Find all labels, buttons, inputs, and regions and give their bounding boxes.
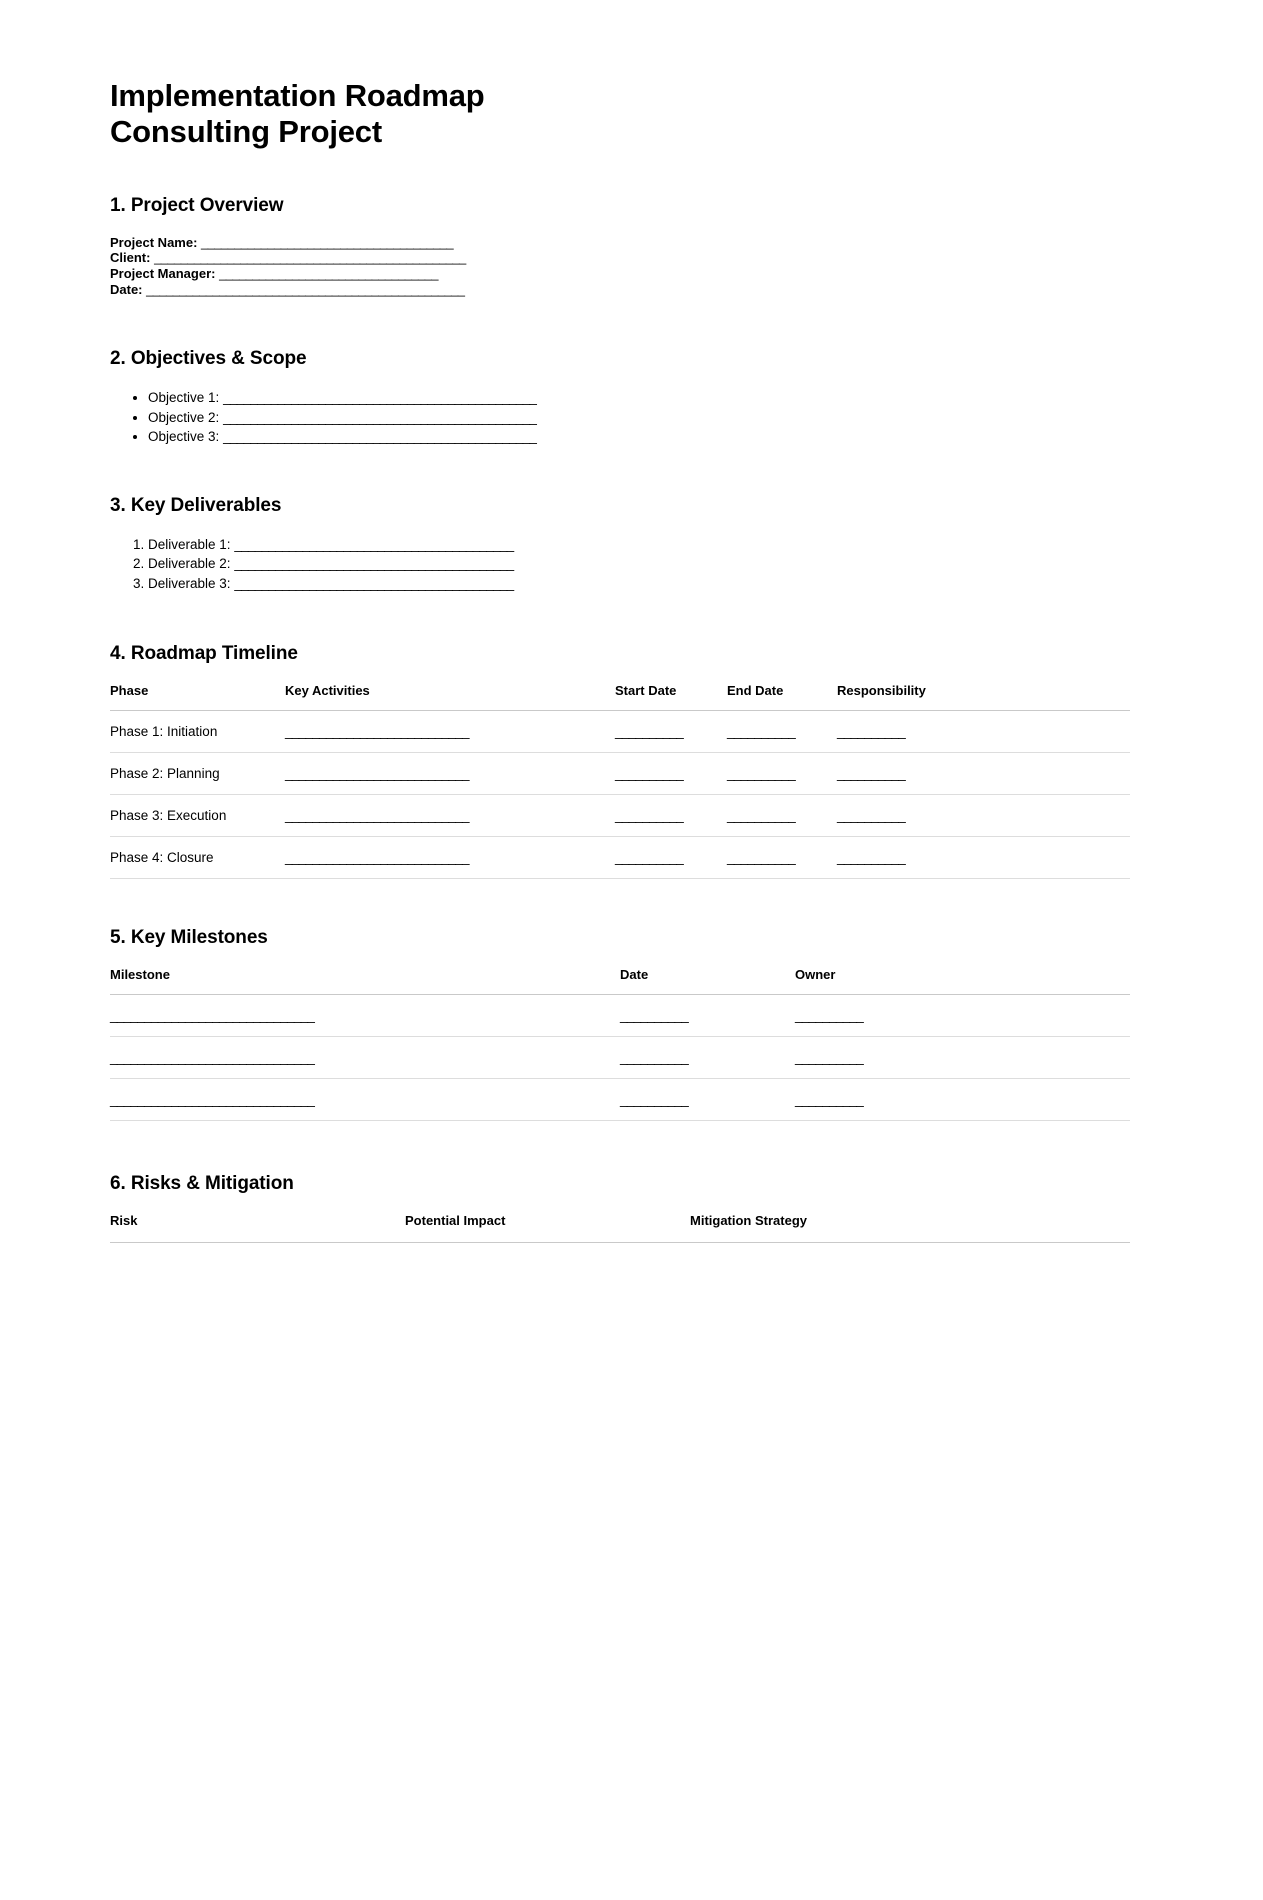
column-header-responsibility: Responsibility xyxy=(837,683,1130,711)
section-heading-key-deliverables: 3. Key Deliverables xyxy=(110,494,282,516)
field-blank-date[interactable]: ________________________________________________ xyxy=(146,282,465,298)
objective-label-1: Objective 1: xyxy=(148,389,220,405)
table-row xyxy=(110,837,1130,879)
milestone-table-body xyxy=(110,995,1130,1121)
column-header-end-date: End Date xyxy=(727,683,837,711)
key-milestones-table xyxy=(110,967,1130,1121)
objective-blank-3[interactable]: ______________________________________________ xyxy=(223,429,537,445)
field-blank-client[interactable]: _______________________________________________ xyxy=(154,250,466,266)
timeline-table-head xyxy=(110,683,1130,711)
cell-date[interactable]: __________ xyxy=(620,1079,795,1121)
cell-end-date[interactable]: __________ xyxy=(727,795,837,837)
column-header-risk: Risk xyxy=(110,1213,405,1243)
project-overview-field-list xyxy=(110,235,1130,298)
objectives-list xyxy=(110,388,1130,447)
section-key-milestones xyxy=(110,927,1130,1121)
cell-responsibility[interactable]: __________ xyxy=(837,795,1130,837)
table-row xyxy=(110,1079,1130,1121)
section-heading-key-milestones: 5. Key Milestones xyxy=(110,927,268,949)
objective-label-2: Objective 2: xyxy=(148,409,220,425)
cell-start-date[interactable]: __________ xyxy=(615,837,727,879)
field-blank-project-name[interactable]: ______________________________________ xyxy=(201,234,453,250)
deliverable-label-3: Deliverable 3: xyxy=(148,575,231,591)
field-row-project-manager xyxy=(110,266,1130,282)
field-row-client xyxy=(110,250,1130,266)
roadmap-timeline-table xyxy=(110,683,1130,879)
field-row-date xyxy=(110,282,1130,298)
page-title-line-1: Implementation Roadmap xyxy=(110,78,485,113)
cell-owner[interactable]: __________ xyxy=(795,1079,1130,1121)
field-label-date: Date: xyxy=(110,282,143,298)
deliverable-blank-2[interactable]: _________________________________________ xyxy=(234,556,514,572)
cell-responsibility[interactable]: __________ xyxy=(837,753,1130,795)
field-blank-project-manager[interactable]: _________________________________ xyxy=(219,266,438,282)
column-header-owner: Owner xyxy=(795,967,1130,995)
cell-end-date[interactable]: __________ xyxy=(727,711,837,753)
deliverables-list xyxy=(110,535,1130,594)
objective-blank-2[interactable]: ______________________________________________ xyxy=(223,409,537,425)
objective-blank-1[interactable]: ______________________________________________ xyxy=(223,389,537,405)
section-objectives-scope xyxy=(110,348,1130,447)
cell-phase: Phase 4: Closure xyxy=(110,837,285,879)
section-risks-mitigation xyxy=(110,1173,1130,1243)
cell-phase: Phase 2: Planning xyxy=(110,753,285,795)
table-header-row xyxy=(110,967,1130,995)
table-row xyxy=(110,753,1130,795)
list-item xyxy=(148,554,1130,574)
list-item xyxy=(148,574,1130,594)
objective-label-3: Objective 3: xyxy=(148,429,220,445)
column-header-mitigation-strategy: Mitigation Strategy xyxy=(690,1213,1130,1243)
table-header-row xyxy=(110,683,1130,711)
list-item xyxy=(148,408,1130,428)
deliverable-blank-1[interactable]: _________________________________________ xyxy=(234,536,514,552)
cell-milestone[interactable]: ______________________________ xyxy=(110,995,620,1037)
deliverable-label-1: Deliverable 1: xyxy=(148,536,231,552)
cell-milestone[interactable]: ______________________________ xyxy=(110,1079,620,1121)
section-heading-roadmap-timeline: 4. Roadmap Timeline xyxy=(110,643,298,665)
section-roadmap-timeline xyxy=(110,643,1130,879)
cell-date[interactable]: __________ xyxy=(620,995,795,1037)
field-label-project-manager: Project Manager: xyxy=(110,266,216,282)
risk-table-head xyxy=(110,1213,1130,1243)
column-header-date: Date xyxy=(620,967,795,995)
cell-phase: Phase 1: Initiation xyxy=(110,711,285,753)
cell-end-date[interactable]: __________ xyxy=(727,753,837,795)
cell-start-date[interactable]: __________ xyxy=(615,711,727,753)
table-row xyxy=(110,795,1130,837)
cell-key-activities[interactable]: ___________________________ xyxy=(285,837,615,879)
column-header-potential-impact: Potential Impact xyxy=(405,1213,690,1243)
section-heading-risks-mitigation: 6. Risks & Mitigation xyxy=(110,1173,294,1195)
cell-phase: Phase 3: Execution xyxy=(110,795,285,837)
cell-start-date[interactable]: __________ xyxy=(615,795,727,837)
field-label-project-name: Project Name: xyxy=(110,234,198,250)
section-project-overview xyxy=(110,195,1130,298)
column-header-milestone: Milestone xyxy=(110,967,620,995)
column-header-phase: Phase xyxy=(110,683,285,711)
cell-responsibility[interactable]: __________ xyxy=(837,711,1130,753)
cell-owner[interactable]: __________ xyxy=(795,1037,1130,1079)
cell-responsibility[interactable]: __________ xyxy=(837,837,1130,879)
cell-date[interactable]: __________ xyxy=(620,1037,795,1079)
cell-start-date[interactable]: __________ xyxy=(615,753,727,795)
cell-key-activities[interactable]: ___________________________ xyxy=(285,795,615,837)
column-header-start-date: Start Date xyxy=(615,683,727,711)
list-item xyxy=(148,388,1130,408)
cell-milestone[interactable]: ______________________________ xyxy=(110,1037,620,1079)
deliverable-blank-3[interactable]: _________________________________________ xyxy=(234,575,514,591)
field-row-project-name xyxy=(110,235,1130,251)
cell-owner[interactable]: __________ xyxy=(795,995,1130,1037)
section-heading-project-overview: 1. Project Overview xyxy=(110,194,284,216)
section-heading-objectives-scope: 2. Objectives & Scope xyxy=(110,347,307,369)
page-title xyxy=(110,78,630,151)
column-header-key-activities: Key Activities xyxy=(285,683,615,711)
deliverable-label-2: Deliverable 2: xyxy=(148,556,231,572)
risks-mitigation-table xyxy=(110,1213,1130,1243)
section-key-deliverables xyxy=(110,495,1130,594)
table-row xyxy=(110,995,1130,1037)
cell-end-date[interactable]: __________ xyxy=(727,837,837,879)
timeline-table-body xyxy=(110,711,1130,879)
table-row xyxy=(110,1037,1130,1079)
field-label-client: Client: xyxy=(110,250,151,266)
cell-key-activities[interactable]: ___________________________ xyxy=(285,753,615,795)
list-item xyxy=(148,427,1130,447)
table-row xyxy=(110,711,1130,753)
page-title-line-2: Consulting Project xyxy=(110,114,382,150)
milestone-table-head xyxy=(110,967,1130,995)
list-item xyxy=(148,535,1130,555)
cell-key-activities[interactable]: ___________________________ xyxy=(285,711,615,753)
table-header-row xyxy=(110,1213,1130,1243)
